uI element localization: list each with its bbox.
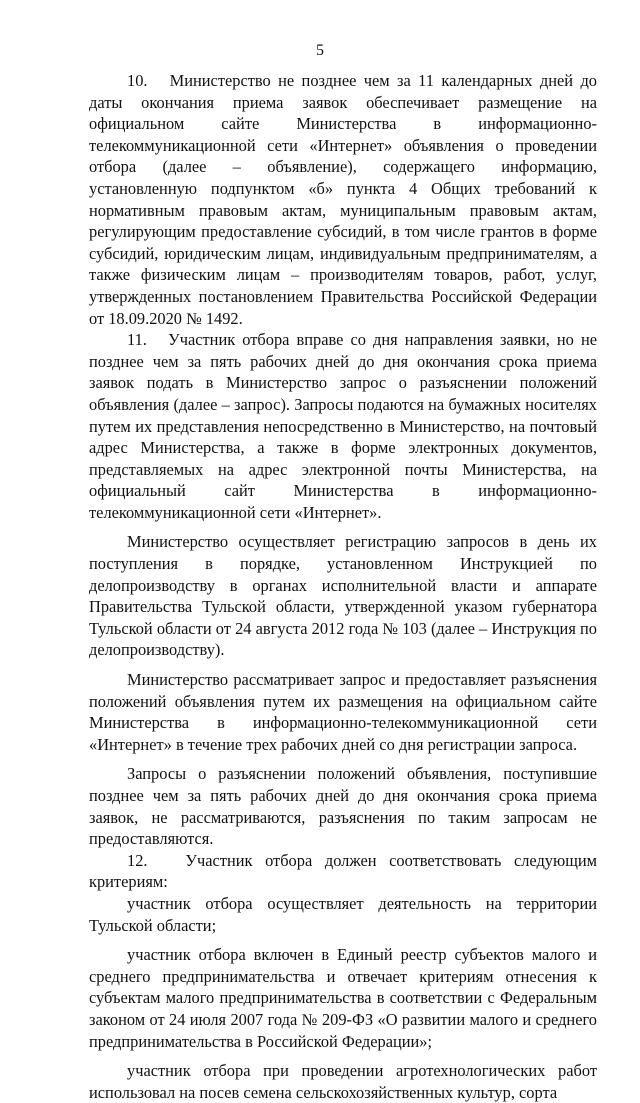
paragraph-late-requests: Запросы о разъяснении положений объявления, поступившие позднее чем за пять рабочих дней до дня окончания срока приема заявок, не рассматриваются, разъяснения по таким запросам не предоставляются. [89, 764, 597, 849]
paragraph-registration: Министерство осуществляет регистрацию запросов в день их поступления в порядке, установленном Инструкцией по делопроизводству в органах исполнительной власти и аппарате Правительства Тульской области, утвержденной указом губернатора Тульской области от 24 августа 2012 года № 103 (далее – Инструкция по делопроизводству). [89, 532, 597, 660]
page-number: 5 [316, 42, 324, 59]
paragraph-item-10: 10. Министерство не позднее чем за 11 календарных дней до даты окончания приема заявок обеспечивает размещение на официальном сайте Министерства в информационно-телекоммуникационной сети «Интернет» объявления о проведении отбора (далее – объявление), содержащего информацию, установленную подпунктом «б» пункта 4 Общих требований к нормативным правовым актам, муниципальным правовым актам, регулирующим предоставление субсидий, в том числе грантов в форме субсидий, юридическим лицам, индивидуальным предпринимателям, а также физическим лицам – производителям товаров, работ, услуг, утвержденных постановлением Правительства Российской Федерации от 18.09.2020 № 1492. [89, 71, 597, 328]
paragraph-clarification: Министерство рассматривает запрос и предоставляет разъяснения положений объявления путем их размещения на официальном сайте Министерства в информационно-телекоммуникационной сети «Интернет» в течение трех рабочих дней со дня регистрации запроса. [89, 670, 597, 754]
paragraph-item-12: 12. Участник отбора должен соответствовать следующим критериям: [89, 850, 597, 892]
criterion-territory: участник отбора осуществляет деятельность на территории Тульской области; [89, 893, 597, 935]
document-body [89, 70, 597, 1103]
paragraph-item-11: 11. Участник отбора вправе со дня направления заявки, но не позднее чем за пять рабочих дней до дня окончания срока приема заявок подать в Министерство запрос о разъяснении положений объявления (далее – запрос). Запросы подаются на бумажных носителях путем их представления непосредственно в Министерство, на почтовый адрес Министерства, а также в форме электронных документов, представляемых на адрес электронной почты Министерства, на официальный сайт Министерства в информационно-телекоммуникационной сети «Интернет». [89, 330, 597, 522]
criterion-seeds: участник отбора при проведении агротехнологических работ использовал на посев семена сельскохозяйственных культур, сорта [89, 1061, 597, 1102]
criterion-sme-registry: участник отбора включен в Единый реестр субъектов малого и среднего предпринимательства и отвечает критериям отнесения к субъектам малого предпринимательства в соответствии с Федеральным законом от 24 июля 2007 года № 209-ФЗ «О развитии малого и среднего предпринимательства в Российской Федерации»; [89, 945, 597, 1051]
